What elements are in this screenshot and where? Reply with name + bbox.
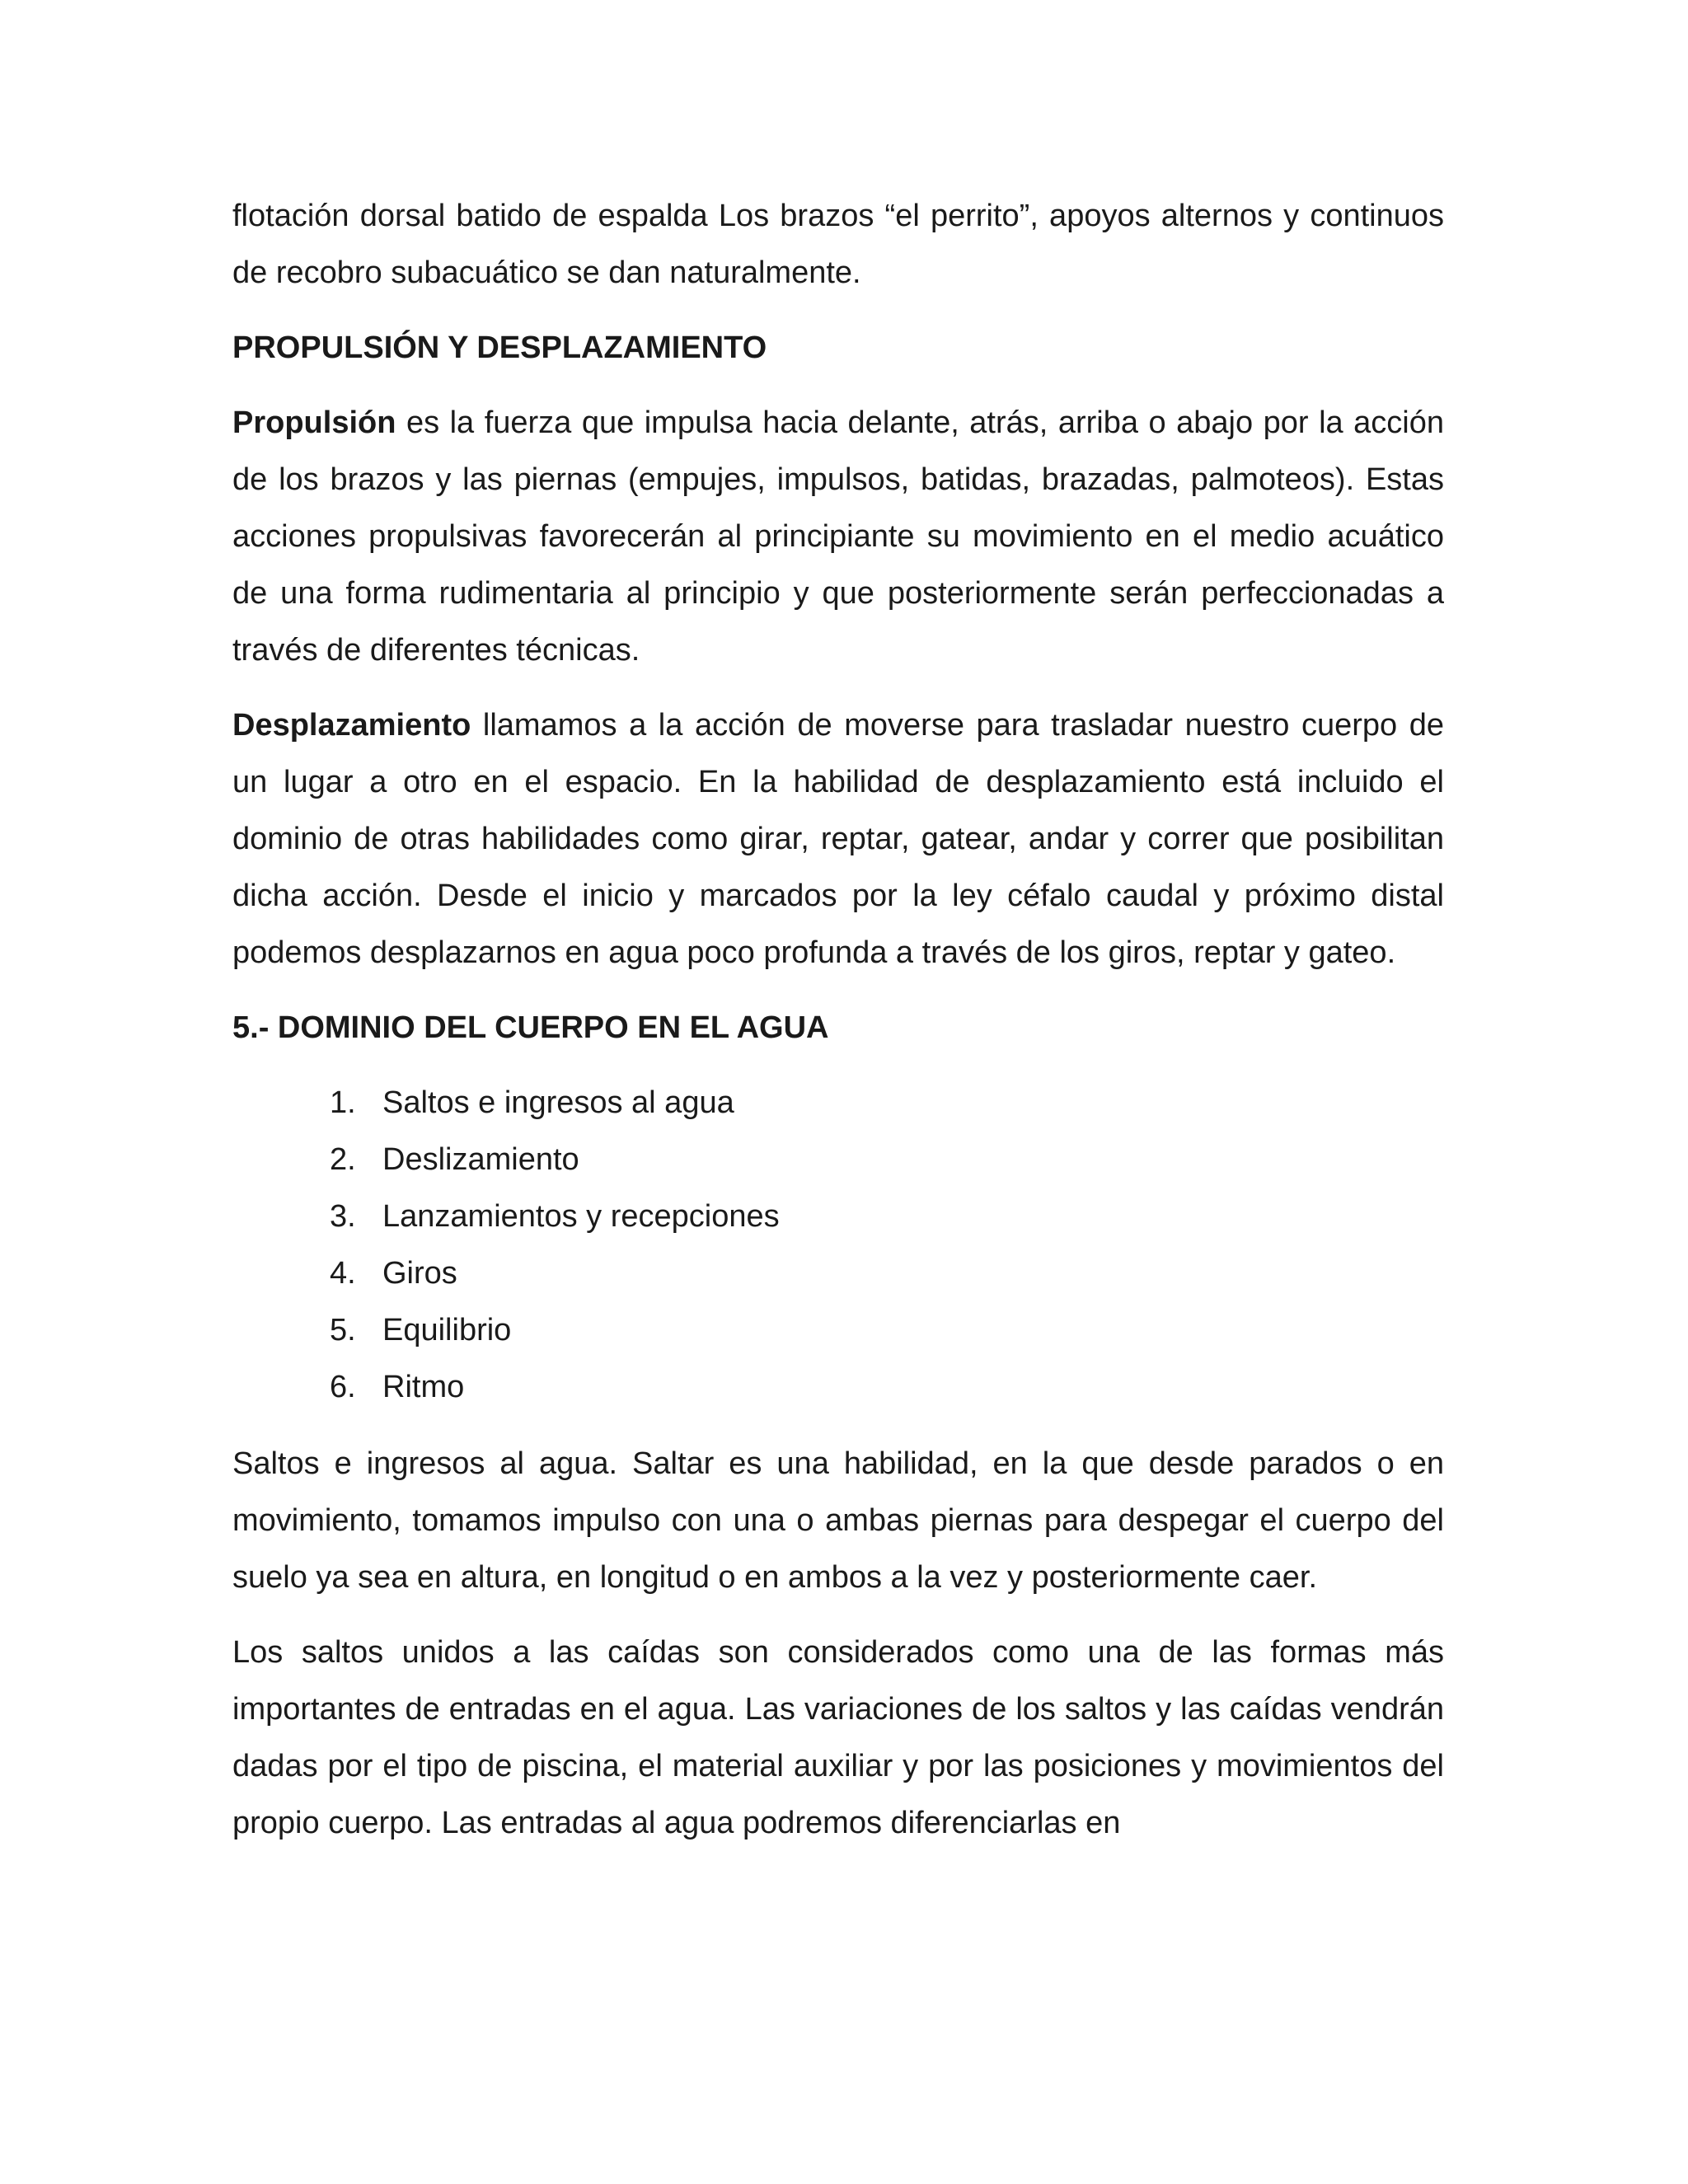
heading-dominio: 5.- DOMINIO DEL CUERPO EN EL AGUA — [232, 1010, 829, 1045]
list-item-number: 4. — [330, 1256, 356, 1291]
list-item-label: Lanzamientos y recepciones — [382, 1199, 780, 1234]
list-item-label: Saltos e ingresos al agua — [382, 1085, 734, 1120]
list-item-number: 3. — [330, 1199, 356, 1234]
caidas-paragraph: Los saltos unidos a las caídas son considerados como una de las formas más importantes de entradas en el agua. Las variaciones de los saltos y las caídas vendrán dadas por el tipo de piscina, el material auxiliar y por las posiciones y movimientos del propio cuerpo. Las entradas al agua podremos diferenciarlas en — [232, 1635, 1444, 1840]
list-item-number: 2. — [330, 1142, 356, 1177]
intro-paragraph: flotación dorsal batido de espalda Los brazos “el perrito”, apoyos alternos y continuos de recobro subacuático se dan naturalmente. — [232, 199, 1444, 290]
list-item-label: Deslizamiento — [382, 1142, 579, 1177]
list-item — [232, 1075, 1444, 1132]
list-item-label: Ritmo — [382, 1370, 465, 1404]
list-item-label: Equilibrio — [382, 1313, 512, 1347]
list-item-number: 6. — [330, 1370, 356, 1404]
list-item — [232, 1302, 1444, 1359]
propulsion-text: es la fuerza que impulsa hacia delante, atrás, arriba o abajo por la acción de los brazos y las piernas (empujes, impulsos, batidas, brazadas, palmoteos). Estas acciones propulsivas favorecerán al principiante su movimiento en el medio acuático de una forma rudimentaria al principio y que posteriormente serán perfeccionadas a través de diferentes técnicas. — [232, 405, 1444, 668]
propulsion-paragraph — [232, 395, 1444, 679]
desplazamiento-text: llamamos a la acción de moverse para trasladar nuestro cuerpo de un lugar a otro en el espacio. En la habilidad de desplazamiento está incluido el dominio de otras habilidades como girar, reptar, gatear, andar y correr que posibilitan dicha acción. Desde el inicio y marcados por la ley céfalo caudal y próximo distal podemos desplazarnos en agua poco profunda a través de los giros, reptar y gateo. — [232, 708, 1444, 970]
desplazamiento-term: Desplazamiento — [232, 708, 471, 743]
list-item — [232, 1132, 1444, 1188]
document-page — [232, 188, 1444, 1852]
list-item — [232, 1359, 1444, 1416]
saltos-paragraph: Saltos e ingresos al agua. Saltar es una habilidad, en la que desde parados o en movimiento, tomamos impulso con una o ambas piernas para despegar el cuerpo del suelo ya sea en altura, en longitud o en ambos a la vez y posteriormente caer. — [232, 1446, 1444, 1595]
desplazamiento-paragraph — [232, 697, 1444, 982]
list-item — [232, 1188, 1444, 1245]
propulsion-term: Propulsión — [232, 405, 396, 440]
heading-propulsion: PROPULSIÓN Y DESPLAZAMIENTO — [232, 330, 767, 365]
dominio-list — [232, 1075, 1444, 1416]
list-item-number: 5. — [330, 1313, 356, 1347]
list-item-number: 1. — [330, 1085, 356, 1120]
list-item-label: Giros — [382, 1256, 457, 1291]
list-item — [232, 1245, 1444, 1302]
